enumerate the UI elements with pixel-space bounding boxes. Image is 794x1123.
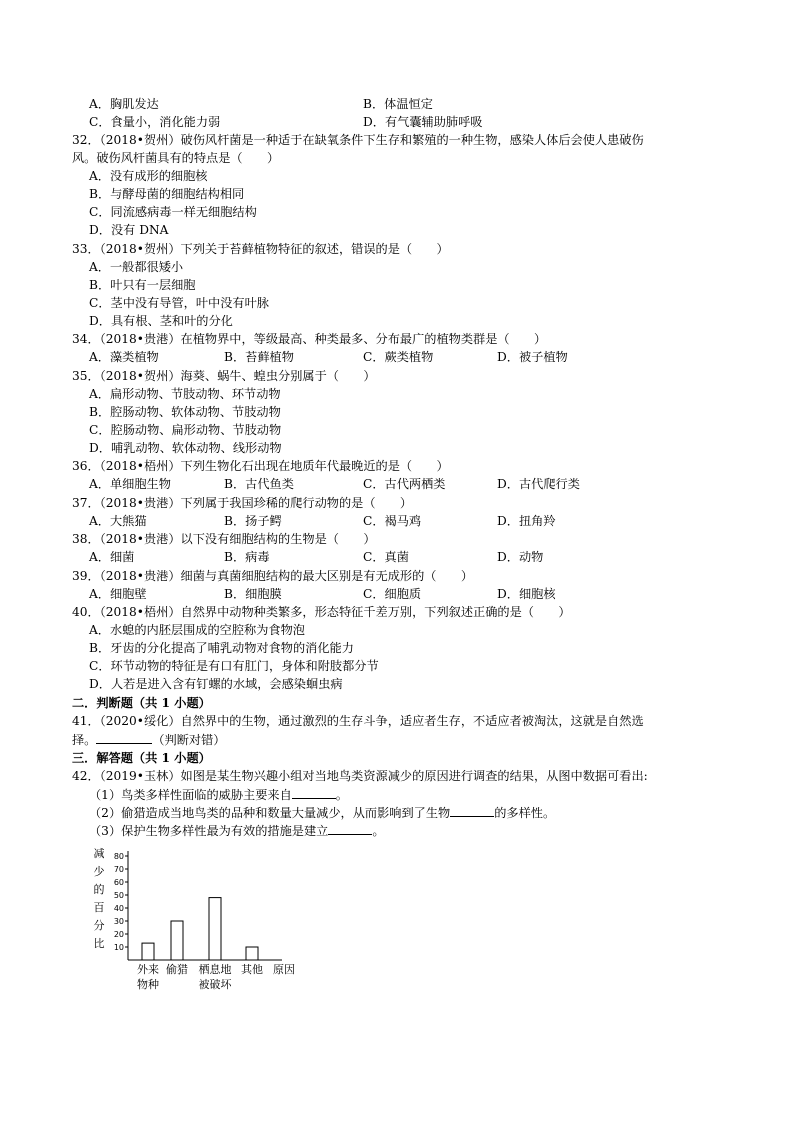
q31-option-c: C．食量小，消化能力弱 — [89, 115, 221, 129]
q39-option-d: D．细胞核 — [497, 587, 556, 601]
y-axis-label-char: 减 — [93, 847, 105, 860]
y-tick-label: 20 — [113, 930, 124, 939]
x-tick-label: 物种 — [137, 978, 159, 991]
q42-sub2-blank[interactable] — [450, 803, 494, 817]
q36-option-a: A．单细胞生物 — [89, 477, 171, 491]
y-axis-label-char: 百 — [93, 901, 105, 914]
q40-stem: 40．（2018•梧州）自然界中动物种类繁多，形态特征千差万别，下列叙述正确的是（ ） — [72, 605, 571, 619]
q35-stem: 35．（2018•贺州）海葵、蜗牛、蝗虫分别属于（ ） — [72, 369, 376, 383]
q34-option-d: D．被子植物 — [497, 350, 568, 364]
y-tick-label: 30 — [113, 917, 124, 926]
q31-option-a: A．胸肌发达 — [89, 97, 159, 111]
q42-sub2 — [89, 803, 555, 822]
q35-option-d: D．哺乳动物、软体动物、线形动物 — [89, 441, 282, 455]
q42-sub3 — [89, 821, 385, 840]
x-tick-label: 外来 — [137, 963, 159, 976]
q37-option-d: D．扭角羚 — [497, 514, 556, 528]
q36-option-d: D．古代爬行类 — [497, 477, 580, 491]
q35-option-a: A．扁形动物、节肢动物、环节动物 — [89, 387, 281, 401]
q38-option-a: A．细菌 — [89, 550, 135, 564]
q33-option-a: A．一般都很矮小 — [89, 260, 184, 274]
x-tick-label: 其他 — [241, 963, 263, 976]
q31-option-b: B．体温恒定 — [363, 97, 433, 111]
y-axis-label-char: 分 — [93, 919, 105, 932]
q38-option-c: C．真菌 — [363, 550, 409, 564]
q42-sub3-suffix: 。 — [372, 824, 385, 838]
q32-option-a: A．没有成形的细胞核 — [89, 169, 208, 183]
q37-stem: 37．（2018•贵港）下列属于我国珍稀的爬行动物的是（ ） — [72, 496, 413, 510]
q37-option-c: C．褐马鸡 — [363, 514, 422, 528]
q37-option-b: B．扬子鳄 — [224, 514, 282, 528]
q35-option-b: B．腔肠动物、软体动物、节肢动物 — [89, 405, 281, 419]
q39-option-a: A．细胞壁 — [89, 587, 147, 601]
q41-stem-suffix: （判断对错） — [152, 733, 226, 747]
q36-option-b: B．古代鱼类 — [224, 477, 294, 491]
q40-option-d: D．人若是进入含有钉螺的水域，会感染蛔虫病 — [89, 677, 343, 691]
q37-option-a: A．大熊猫 — [89, 514, 147, 528]
x-tick-label: 栖息地 — [198, 963, 232, 976]
q42-stem: 42．（2019•玉林）如图是某生物兴趣小组对当地鸟类资源减少的原因进行调查的结果，从图中数据可看出: — [72, 769, 648, 783]
bird-decline-bar-chart — [82, 843, 322, 993]
q42-sub2-suffix: 的多样性。 — [494, 806, 556, 820]
q39-option-c: C．细胞质 — [363, 587, 422, 601]
q34-option-c: C．蕨类植物 — [363, 350, 434, 364]
q42-sub3-prefix: （3）保护生物多样性最为有效的措施是建立 — [89, 824, 329, 838]
q32-option-d: D．没有 DNA — [89, 223, 169, 237]
q32-option-b: B．与酵母菌的细胞结构相同 — [89, 187, 245, 201]
q42-sub1-suffix: 。 — [335, 788, 348, 802]
x-tick-label: 被破坏 — [198, 978, 232, 991]
q34-option-b: B．苔藓植物 — [224, 350, 294, 364]
q39-option-b: B．细胞膜 — [224, 587, 282, 601]
y-tick-label: 80 — [113, 852, 124, 861]
q33-option-b: B．叶只有一层细胞 — [89, 278, 196, 292]
q32-stem-line2: 风。破伤风杆菌具有的特点是（ ） — [72, 151, 280, 165]
q41-answer-blank[interactable] — [96, 730, 152, 744]
bar — [209, 898, 221, 960]
q38-option-d: D．动物 — [497, 550, 544, 564]
y-axis-label-char: 比 — [93, 937, 105, 950]
bar — [171, 921, 183, 960]
q39-stem: 39．（2018•贵港）细菌与真菌细胞结构的最大区别是有无成形的（ ） — [72, 569, 474, 583]
q41-stem-line1: 41．（2020•绥化）自然界中的生物，通过激烈的生存斗争，适应者生存，不适应者被淘汰，这就是自然选 — [72, 714, 644, 728]
q42-sub3-blank[interactable] — [328, 821, 372, 835]
q42-sub1 — [89, 785, 348, 804]
q32-option-c: C．同流感病毒一样无细胞结构 — [89, 205, 257, 219]
bar — [142, 943, 154, 960]
q34-stem: 34．（2018•贵港）在植物界中，等级最高、种类最多、分布最广的植物类群是（ ） — [72, 332, 547, 346]
y-tick-label: 60 — [113, 878, 124, 887]
q33-option-c: C．茎中没有导管，叶中没有叶脉 — [89, 296, 269, 310]
q36-stem: 36．（2018•梧州）下列生物化石出现在地质年代最晚近的是（ ） — [72, 459, 449, 473]
q40-option-b: B．牙齿的分化提高了哺乳动物对食物的消化能力 — [89, 641, 354, 655]
q31-option-d: D．有气囊辅助肺呼吸 — [363, 115, 483, 129]
q35-option-c: C．腔肠动物、扁形动物、节肢动物 — [89, 423, 282, 437]
q41-stem-line2 — [72, 730, 226, 749]
q36-option-c: C．古代两栖类 — [363, 477, 446, 491]
x-axis-label: 原因 — [273, 963, 295, 976]
y-tick-label: 50 — [113, 891, 124, 900]
y-tick-label: 70 — [113, 865, 124, 874]
q42-sub2-prefix: （2）偷猎造成当地鸟类的品种和数量大量减少，从而影响到了生物 — [89, 806, 451, 820]
x-tick-label: 偷猎 — [166, 963, 188, 976]
y-axis-label-char: 少 — [93, 865, 105, 878]
q42-sub1-prefix: （1）鸟类多样性面临的威胁主要来自 — [89, 788, 292, 802]
q38-option-b: B．病毒 — [224, 550, 270, 564]
q38-stem: 38．（2018•贵港）以下没有细胞结构的生物是（ ） — [72, 532, 376, 546]
q32-stem-line1: 32．（2018•贺州）破伤风杆菌是一种适于在缺氧条件下生存和繁殖的一种生物，感染人体后会使人患破伤 — [72, 133, 644, 147]
q34-option-a: A．藻类植物 — [89, 350, 159, 364]
y-tick-label: 40 — [113, 904, 124, 913]
q40-option-a: A．水螅的内胚层围成的空腔称为食物泡 — [89, 623, 305, 637]
q41-stem-prefix: 择。 — [72, 733, 97, 747]
y-tick-label: 10 — [113, 943, 124, 952]
section-heading-answer: 三．解答题（共 1 小题） — [72, 751, 211, 765]
q33-option-d: D．具有根、茎和叶的分化 — [89, 314, 233, 328]
q33-stem: 33．（2018•贺州）下列关于苔藓植物特征的叙述，错误的是（ ） — [72, 242, 449, 256]
section-heading-judgement: 二．判断题（共 1 小题） — [72, 696, 211, 710]
q42-sub1-blank[interactable] — [292, 785, 336, 799]
bar — [246, 947, 258, 960]
y-axis-label-char: 的 — [93, 883, 105, 896]
q40-option-c: C．环节动物的特征是有口有肛门，身体和附肢都分节 — [89, 659, 379, 673]
